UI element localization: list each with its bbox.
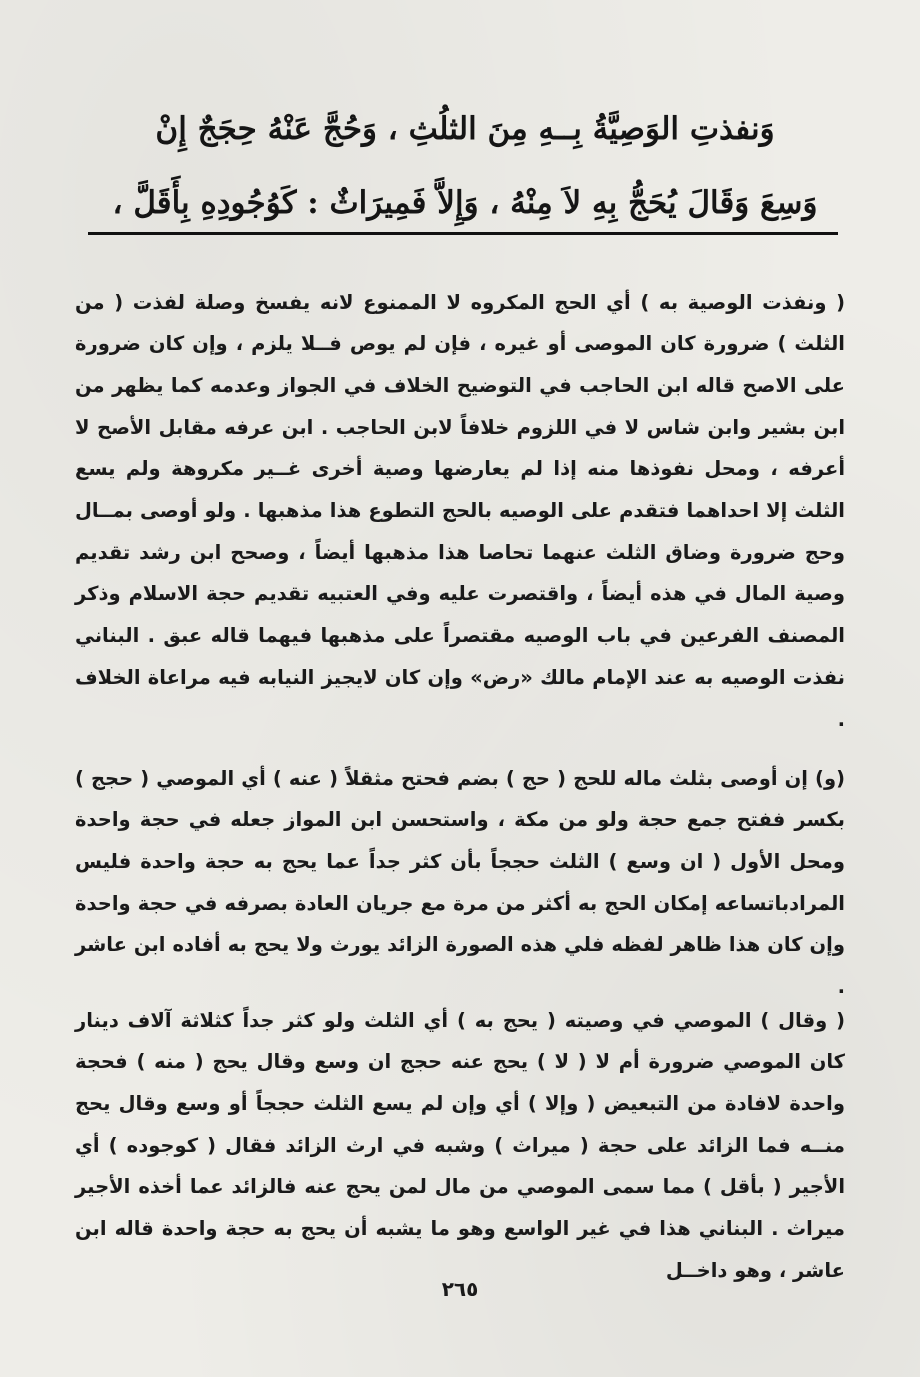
separator-rule xyxy=(88,232,838,235)
page-number: ٢٦٥ xyxy=(441,1277,479,1301)
matn-line-1: وَنفذتِ الوَصِيَّةُ بِــهِ مِنَ الثلُثِ ، وَحُجَّ عَنْهُ حِجَجٌ إِنْ xyxy=(155,111,775,147)
commentary-paragraph-2: (و) إن أوصى بثلث ماله للحج ( حج ) بضم فحتح مثقلاً ( عنه ) أي الموصي ( حجج ) بكسر ففتح جمع حجة ولو من مكة ، واستحسن ابن المواز جعله في حجة واحدة ومحل الأول ( ان وسع ) الثلث حججاً بأن كثر جداً عما يحج به حجة واحدة فليس المرادباتساعه إمكان الحج به أكثر من مرة مع جريان العادة بصرفه في حجة واحدة وإن كان هذا ظاهر لفظه فلي هذه الصورة الزائد يورث ولا يحج به أفاده ابن عاشر . xyxy=(75,766,845,999)
commentary-paragraph-1: ( ونفذت الوصية به ) أي الحج المكروه لا الممنوع لانه يفسخ وصلة لفذت ( من الثلث ) ضرورة كان الموصى أو غيره ، فإن لم يوص فــلا يلزم ، وإن كان ضرورة على الاصح قاله ابن الحاجب في التوضيح الخلاف في الجواز وعدمه كما يظهر من ابن بشير وابن شاس لا في اللزوم خلافاً لابن الحاجب . ابن عرفه مقابل الأصح لا أعرفه ، ومحل نفوذها منه إذا لم يعارضها وصية أخرى غــير مكروهة ولم يسع الثلث إلا احداهما فتقدم على الوصيه بالحج التطوع هذا مذهبها . ولو أوصى بمــال وحج ضرورة وضاق الثلث عنهما تحاصا هذا مذهبها أيضاً ، وصحح ابن رشد تقديم وصية المال في هذه أيضاً ، واقتصرت عليه وفي العتبيه تقديم حجة الاسلام وذكر المصنف الفرعين في باب الوصيه مقتصراً على مذهبها فيهما قاله عبق . البناني نفذت الوصيه به عند الإمام مالك «رض» وإن كان لايجيز النيابه فيه مراعاة الخلاف . xyxy=(75,290,845,731)
commentary-paragraph-3: ( وقال ) الموصي في وصيته ( يحج به ) أي الثلث ولو كثر جداً كثلاثة آلاف دينار كان الموصي ضرورة أم لا ( لا ) يحج عنه حجج ان وسع وقال يحج ( منه ) فحجة واحدة لافادة من التبعيض ( وإلا ) أي وإن لم يسع الثلث حججاً أو وسع وقال يحج منــه فما الزائد على حجة ( ميراث ) وشبه في ارث الزائد فقال ( كوجوده ) أي الأجير ( بأقل ) مما سمى الموصي من مال لمن يحج عنه فالزائد عما أخذه الأجير ميراث . البناني هذا في غير الواسع وهو ما يشبه أن يحج به حجة واحدة قاله ابن عاشر ، وهو داخــل xyxy=(75,1008,845,1282)
matn-line-2: وَسِعَ وَقَالَ يُحَجُّ بِهِ لاَ مِنْهُ ، وَإِلاَّ فَمِيرَاثٌ : كَوُجُودِهِ بِأَقَلَّ ، xyxy=(112,185,818,221)
matn-text xyxy=(90,92,840,240)
